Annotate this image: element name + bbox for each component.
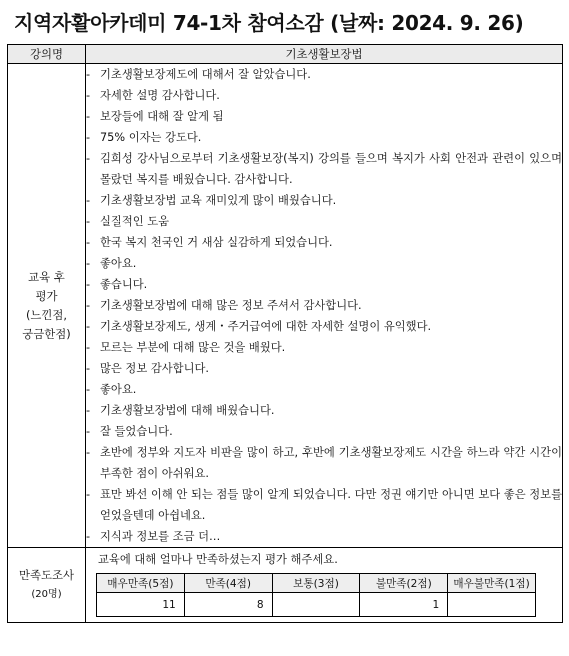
feedback-item [86,526,562,547]
satisfaction-label: 만족도조사 [18,568,75,582]
page-title: 지역자활아카데미 74-1차 참여소감 (날짜: 2024. 9. 26) [14,11,524,35]
satisfaction-value-row [97,593,536,617]
feedback-label-line: (느낀점, [25,307,68,322]
feedback-item-text: 초반에 정부와 지도자 비판을 많이 하고, 후반에 기초생활보장제도 시간을 하느라 약간 시간이 부족한 점이 아쉬워요. [100,446,562,480]
feedback-label-line: 궁금한점) [22,326,71,341]
bullet-dash: - [86,320,91,333]
feedback-item-text: 표만 봐선 이해 안 되는 점들 많이 알게 되었습니다. 다만 정권 얘기만 아니면 보다 좋은 정보를 얻었을텐데 아쉽네요. [100,488,562,522]
feedback-item-text: 자세한 설명 감사합니다. [100,89,220,102]
bullet-dash: - [86,362,91,375]
bullet-dash: - [86,89,91,102]
feedback-item [86,253,562,274]
feedback-content [86,64,563,548]
feedback-row [8,64,563,548]
feedback-item-text: 실질적인 도움 [100,215,170,228]
feedback-item-text: 모르는 부분에 대해 많은 것을 배웠다. [100,341,286,354]
satisfaction-question: 교육에 대해 얼마나 만족하셨는지 평가 해주세요. [98,553,338,566]
header-lecture-name: 기초생활보장법 [86,45,563,64]
satisfaction-value [272,593,360,617]
bullet-dash: - [86,425,91,438]
bullet-dash: - [86,404,91,417]
feedback-item [86,484,562,526]
feedback-item-text: 기초생활보장법에 대해 배웠습니다. [100,404,275,417]
feedback-item [86,442,562,484]
survey-table [7,44,563,623]
satisfaction-value: 11 [97,593,185,617]
satisfaction-header-row [97,574,536,593]
feedback-item [86,400,562,421]
feedback-item [86,358,562,379]
feedback-item [86,295,562,316]
satisfaction-value [448,593,536,617]
feedback-item [86,337,562,358]
bullet-dash: - [86,236,91,249]
bullet-dash: - [86,152,91,165]
satisfaction-label-cell [8,548,86,623]
feedback-item-text: 많은 정보 감사합니다. [100,362,209,375]
feedback-item [86,127,562,148]
bullet-dash: - [86,488,91,501]
satisfaction-value: 1 [360,593,448,617]
satisfaction-header: 보통(3점) [272,574,360,593]
satisfaction-count: (20명) [31,589,62,600]
header-lecture-label: 강의명 [8,45,86,64]
feedback-label-line: 평가 [35,288,58,303]
feedback-item-text: 잘 들었습니다. [100,425,173,438]
feedback-item [86,148,562,190]
bullet-dash: - [86,257,91,270]
bullet-dash: - [86,215,91,228]
satisfaction-table [96,573,536,617]
feedback-item-text: 좋습니다. [100,278,148,291]
satisfaction-value: 8 [184,593,272,617]
bullet-dash: - [86,278,91,291]
satisfaction-row [8,548,563,623]
bullet-dash: - [86,68,91,81]
feedback-item [86,211,562,232]
feedback-label-line: 교육 후 [28,269,65,284]
satisfaction-content [86,548,563,623]
bullet-dash: - [86,194,91,207]
feedback-item-text: 기초생활보장법 교육 재미있게 많이 배웠습니다. [100,194,337,207]
feedback-item [86,106,562,127]
feedback-item-text: 기초생활보장제도에 대해서 잘 알았습니다. [100,68,311,81]
bullet-dash: - [86,341,91,354]
feedback-item-text: 한국 복지 천국인 거 새삼 실감하게 되었습니다. [100,236,333,249]
satisfaction-header: 불만족(2점) [360,574,448,593]
feedback-item-text: 기초생활보장법에 대해 많은 정보 주셔서 감사합니다. [100,299,362,312]
satisfaction-header: 매우만족(5점) [97,574,185,593]
feedback-item [86,190,562,211]
feedback-label [8,64,86,548]
feedback-item [86,64,562,85]
feedback-list [86,64,562,547]
feedback-item [86,421,562,442]
feedback-item-text: 지식과 정보를 조금 더… [100,530,221,543]
bullet-dash: - [86,131,91,144]
feedback-item-text: 좋아요. [100,257,137,270]
bullet-dash: - [86,383,91,396]
feedback-item [86,316,562,337]
feedback-item-text: 김희성 강사님으로부터 기초생활보장(복지) 강의를 들으며 복지가 사회 안전과 관련이 있으며 몰랐던 복지를 배웠습니다. 감사합니다. [100,152,562,186]
bullet-dash: - [86,110,91,123]
bullet-dash: - [86,530,91,543]
header-row [8,45,563,64]
feedback-item-text: 기초생활보장제도, 생계・주거급여에 대한 자세한 설명이 유익했다. [100,320,432,333]
feedback-item-text: 75% 이자는 강도다. [100,131,202,144]
feedback-item-text: 보장들에 대해 잘 알게 됨 [100,110,224,123]
feedback-item [86,274,562,295]
satisfaction-header: 만족(4점) [184,574,272,593]
feedback-item [86,85,562,106]
feedback-item [86,379,562,400]
bullet-dash: - [86,299,91,312]
feedback-item-text: 좋아요. [100,383,137,396]
feedback-item [86,232,562,253]
bullet-dash: - [86,446,91,459]
satisfaction-header: 매우불만족(1점) [448,574,536,593]
